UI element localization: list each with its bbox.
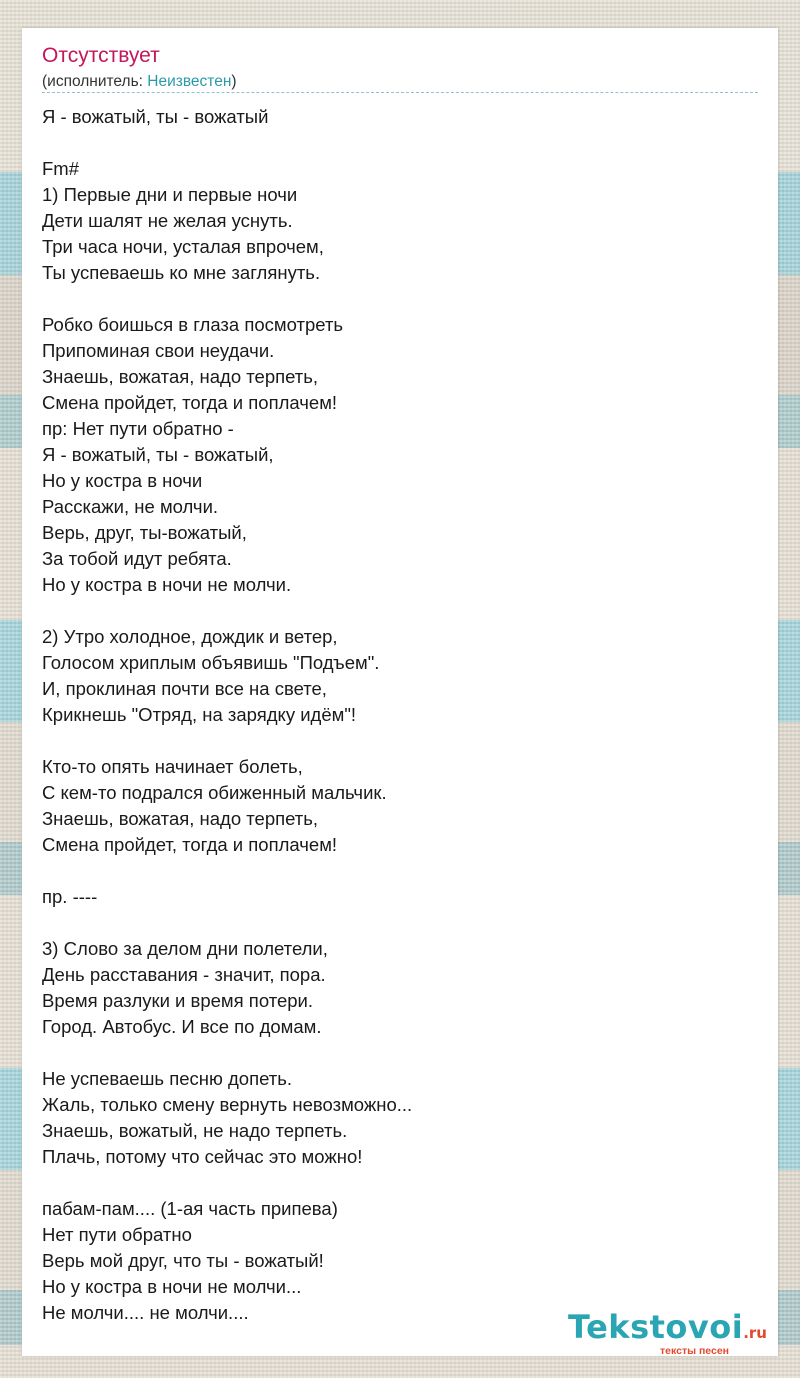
lyric-line: Три часа ночи, усталая впрочем,: [42, 236, 324, 257]
artist-line: [42, 73, 237, 91]
lyric-line: Смена пройдет, тогда и поплачем!: [42, 392, 338, 413]
lyric-line: Верь мой друг, что ты - вожатый!: [42, 1250, 324, 1271]
lyric-line: [42, 1170, 758, 1196]
artist-link[interactable]: Неизвестен: [147, 73, 232, 90]
lyric-line: [42, 598, 758, 624]
lyrics-card: [22, 28, 778, 1356]
lyric-line: Знаешь, вожатая, надо терпеть,: [42, 808, 319, 829]
lyric-line: Жаль, только смену вернуть невозможно...: [42, 1094, 413, 1115]
lyric-line: И, проклиная почти все на свете,: [42, 678, 327, 699]
lyric-line: [42, 130, 758, 156]
lyric-line: [42, 1040, 758, 1066]
lyric-line: [42, 286, 758, 312]
lyric-line: Знаешь, вожатая, надо терпеть,: [42, 366, 319, 387]
lyric-line: [42, 728, 758, 754]
lyric-line: Смена пройдет, тогда и поплачем!: [42, 834, 338, 855]
title-divider: [42, 92, 758, 93]
lyric-line: Голосом хриплым объявишь "Подъем".: [42, 652, 380, 673]
lyric-line: пр: Нет пути обратно -: [42, 418, 234, 439]
lyrics-text: [42, 104, 758, 1326]
site-logo[interactable]: [568, 1309, 778, 1359]
lyric-line: Робко боишься в глаза посмотреть: [42, 314, 344, 335]
lyric-line: Время разлуки и время потери.: [42, 990, 314, 1011]
lyric-line: 1) Первые дни и первые ночи: [42, 184, 298, 205]
lyric-line: С кем-то подрался обиженный мальчик.: [42, 782, 387, 803]
lyric-line: [42, 910, 758, 936]
lyric-line: Город. Автобус. И все по домам.: [42, 1016, 322, 1037]
song-title: Отсутствует: [42, 44, 160, 67]
logo-tagline: тексты песен: [660, 1345, 730, 1357]
lyric-line: 2) Утро холодное, дождик и ветер,: [42, 626, 338, 647]
lyric-line: За тобой идут ребята.: [42, 548, 232, 569]
lyric-line: Расскажи, не молчи.: [42, 496, 219, 517]
lyric-line: Кто-то опять начинает болеть,: [42, 756, 303, 777]
lyric-line: Припоминая свои неудачи.: [42, 340, 275, 361]
lyric-line: Но у костра в ночи не молчи.: [42, 574, 292, 595]
lyric-line: Fm#: [42, 158, 79, 179]
lyric-line: 3) Слово за делом дни полетели,: [42, 938, 328, 959]
lyric-line: Крикнешь "Отряд, на зарядку идём"!: [42, 704, 357, 725]
lyric-line: пабам-пам.... (1-ая часть припева): [42, 1198, 338, 1219]
lyric-line: Но у костра в ночи: [42, 470, 203, 491]
lyric-line: День расставания - значит, пора.: [42, 964, 326, 985]
lyric-line: Не успеваешь песню допеть.: [42, 1068, 293, 1089]
lyric-line: Верь, друг, ты-вожатый,: [42, 522, 247, 543]
lyric-line: пр. ----: [42, 886, 98, 907]
lyric-line: Не молчи.... не молчи....: [42, 1302, 249, 1323]
lyric-line: Дети шалят не желая уснуть.: [42, 210, 293, 231]
artist-suffix: ): [231, 73, 237, 90]
artist-prefix: (исполнитель:: [42, 73, 148, 90]
lyric-line: Плачь, потому что сейчас это можно!: [42, 1146, 363, 1167]
lyric-line: [42, 858, 758, 884]
lyric-line: Ты успеваешь ко мне заглянуть.: [42, 262, 321, 283]
logo-name: Tekstovoi: [568, 1308, 744, 1346]
lyric-line: Нет пути обратно: [42, 1224, 192, 1245]
lyric-line: Но у костра в ночи не молчи...: [42, 1276, 302, 1297]
lyric-line: Я - вожатый, ты - вожатый: [42, 106, 269, 127]
lyric-line: Знаешь, вожатый, не надо терпеть.: [42, 1120, 348, 1141]
lyric-line: Я - вожатый, ты - вожатый,: [42, 444, 274, 465]
logo-tld: .ru: [743, 1324, 767, 1342]
